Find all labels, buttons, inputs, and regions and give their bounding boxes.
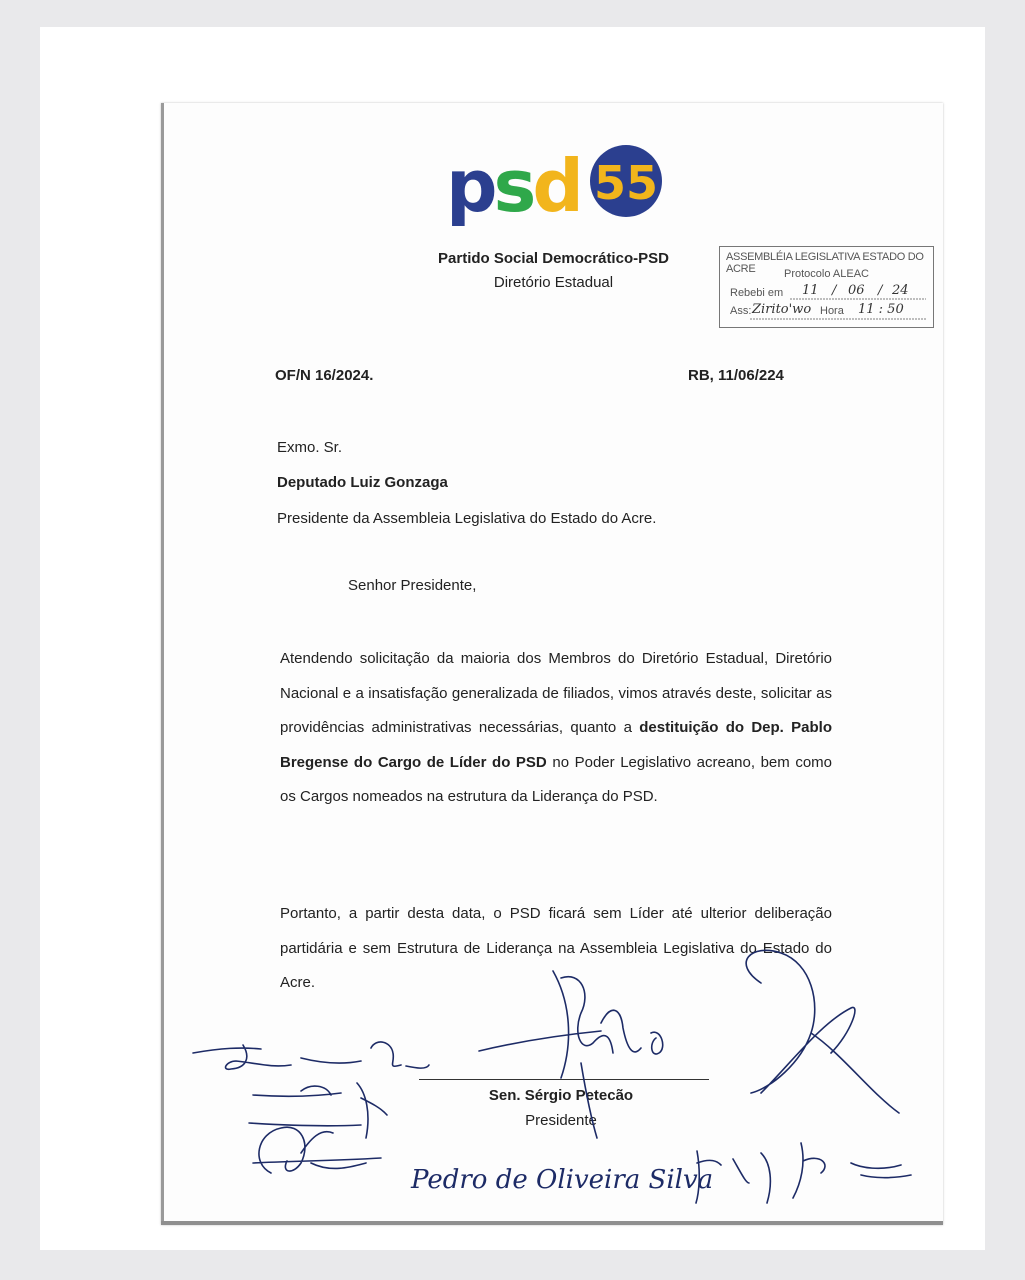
document-frame (40, 27, 985, 1250)
stamp-year: 24 (892, 283, 909, 298)
protocol-stamp: ASSEMBLÉIA LEGISLATIVA ESTADO DO ACRE Protocolo ALEAC Rebebi em 11 / 06 / 24 Ass: Zirito'wo Hora 11 : 50 (719, 246, 934, 328)
stamp-received-label: Rebebi em (730, 287, 784, 299)
stamp-hour-label: Hora (820, 305, 844, 317)
page-edge-bottom (161, 1221, 943, 1225)
stamp-signature: Zirito'wo (752, 302, 812, 317)
paragraph-1-bold: destituição do Dep. Pablo Bregense do Cargo de Líder do PSD (280, 719, 832, 771)
logo-letter-d: d (532, 144, 580, 228)
party-unit: Diretório Estadual (493, 274, 614, 291)
stamp-protocol: Protocolo ALEAC (784, 268, 869, 280)
signer-title: Presidente (525, 1112, 597, 1129)
stamp-signature-label: Ass: (730, 305, 752, 317)
paragraph-1-text: Atendendo solicitação da maioria dos Membros do Diretório Estadual, Diretório Nacional e a insatisfação generalizada de filiados, vimos através deste, solicitar as providências administrativas necessárias, quanto a (280, 650, 832, 736)
signature-left-3 (253, 1127, 381, 1173)
stamp-underlines (720, 247, 933, 327)
document-reference: OF/N 16/2024. (275, 367, 374, 384)
signer-name: Sen. Sérgio Petecão (488, 1087, 634, 1104)
signer-block (476, 1083, 646, 1133)
signature-left-1 (193, 1042, 429, 1069)
recipient-role: Presidente da Assembleia Legislativa do Estado do Acre. (277, 510, 657, 527)
page-edge (161, 103, 164, 1225)
greeting: Senhor Presidente, (348, 577, 477, 594)
body-paragraph-2: Portanto, a partir desta data, o PSD ficará sem Líder até ulterior deliberação partidária e sem Estrutura de Liderança na Assembleia Legislativa do Estado do Acre. (280, 905, 832, 991)
signature-bottom-name: Pedro de Oliveira Silva (411, 1165, 714, 1195)
signature-bottom-right (696, 1143, 911, 1203)
stamp-hour: 11 : 50 (858, 302, 904, 317)
stamp-month: 06 (848, 283, 865, 298)
svg-text:psd (446, 144, 580, 228)
stamp-institution: ASSEMBLÉIA LEGISLATIVA ESTADO DO ACRE (726, 251, 924, 275)
logo-number: 55 (593, 156, 659, 210)
party-name: Partido Social Democrático-PSD (438, 250, 669, 267)
body-paragraph-1 (280, 642, 832, 815)
recipient-name: Deputado Luiz Gonzaga (277, 474, 448, 491)
document-page (161, 103, 943, 1225)
stamp-day: 11 (802, 283, 819, 298)
signature-left-2 (249, 1083, 387, 1138)
document-date: RB, 11/06/224 (688, 367, 784, 384)
logo-letter-p: p (446, 144, 494, 228)
paragraph-1-text-end: no Poder Legislativo acreano, bem como os Cargos nomeados na estrutura da Liderança do PSD. (280, 753, 832, 805)
signature-line (419, 1079, 709, 1080)
psd-55-logo (446, 143, 666, 233)
recipient-title: Exmo. Sr. (277, 439, 343, 456)
logo-letter-s: s (493, 144, 533, 228)
party-header (391, 247, 716, 295)
